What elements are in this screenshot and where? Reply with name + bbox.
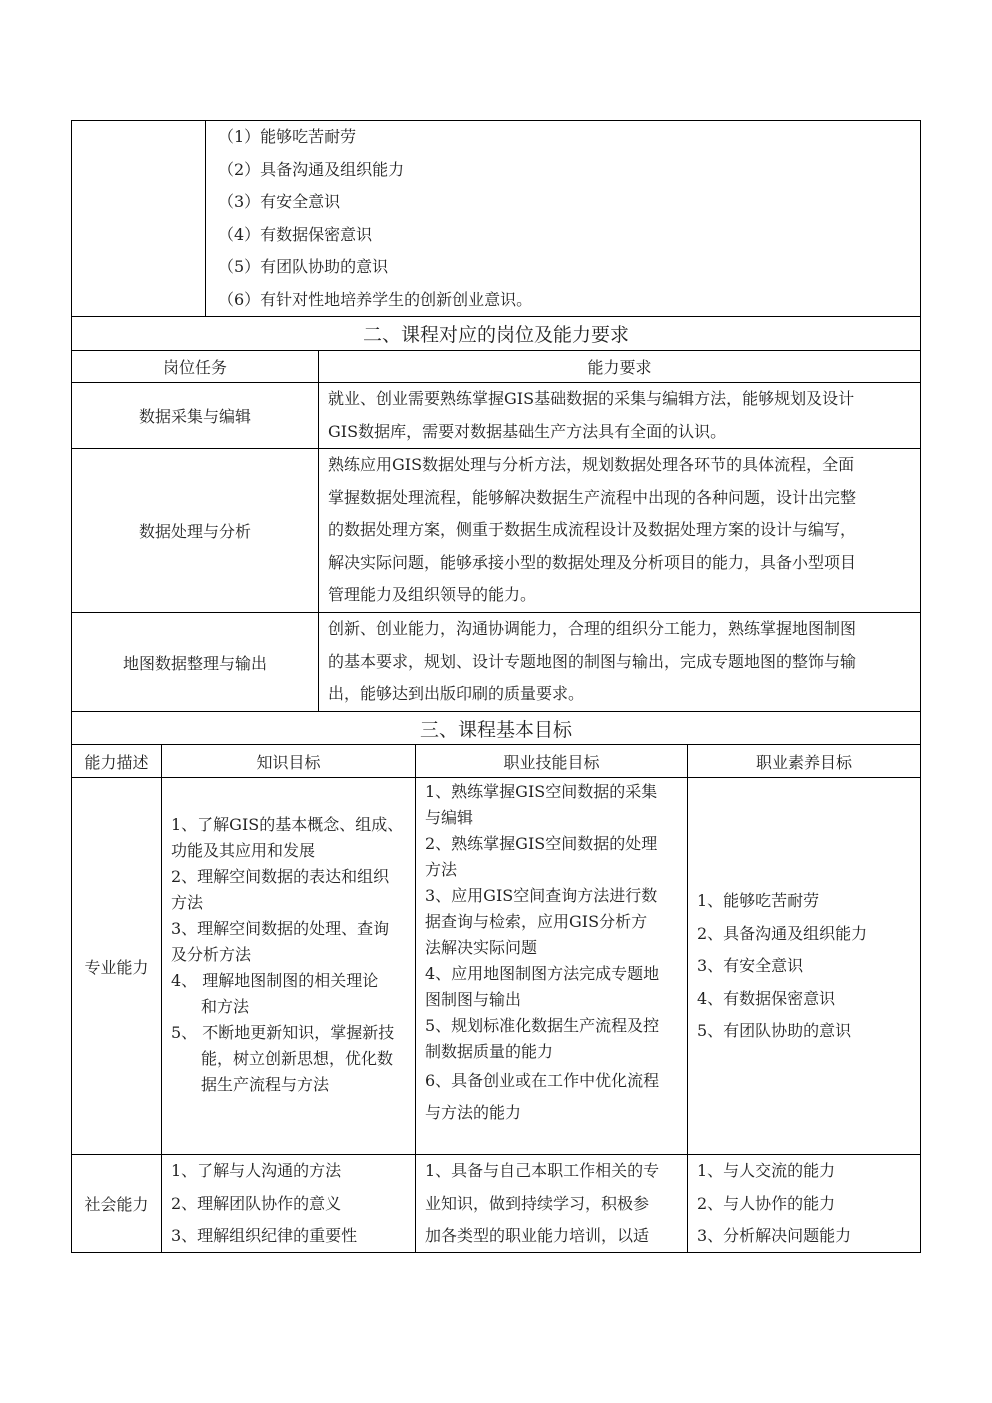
section3-header-knowledge: 知识目标	[161, 744, 416, 778]
knowledge-line: 功能及其应用和发展	[171, 841, 316, 860]
task-cell: 数据采集与编辑	[71, 382, 319, 449]
section3-header-ability: 能力描述	[71, 744, 162, 778]
skill-line: 6、具备创业或在工作中优化流程	[425, 1071, 660, 1090]
requirement-line: 管理能力及组织领导的能力。	[328, 585, 537, 604]
skill-line: 加各类型的职业能力培训，以适	[425, 1226, 650, 1245]
skill-line: 与编辑	[425, 808, 474, 827]
skill-line: 方法	[425, 860, 458, 879]
section2-header-req: 能力要求	[318, 350, 921, 383]
requirement-line: 的数据处理方案，侧重于数据生成流程设计及数据处理方案的设计与编写，	[328, 520, 857, 539]
knowledge-line: 2、理解团队协作的意义	[171, 1193, 342, 1213]
knowledge-line: 3、理解组织纪律的重要性	[171, 1226, 358, 1245]
knowledge-line: 及分析方法	[171, 945, 252, 964]
quality-goal-line: 1、能够吃苦耐劳	[697, 891, 820, 910]
social-skills-cell	[415, 1154, 688, 1253]
skill-line: 与方法的能力	[425, 1103, 522, 1122]
skill-line: 据查询与检索，应用GIS分析方	[425, 912, 648, 931]
professional-skills-cell	[415, 777, 688, 1155]
skill-line: 1、熟练掌握GIS空间数据的采集	[425, 782, 658, 801]
knowledge-line: 3、理解空间数据的处理、查询	[171, 919, 390, 938]
knowledge-line: 和方法	[201, 997, 250, 1016]
professional-quality-cell	[687, 777, 921, 1155]
knowledge-line: 5、 不断地更新知识，掌握新技	[171, 1023, 395, 1042]
requirement-line: 的基本要求，规划、设计专题地图的制图与输出，完成专题地图的整饰与输	[328, 651, 857, 671]
quality-goal-line: 2、具备沟通及组织能力	[697, 923, 868, 943]
section3-header-skills: 职业技能目标	[415, 744, 688, 778]
quality-goal-line: 5、有团队协助的意识	[697, 1021, 852, 1040]
knowledge-line: 方法	[171, 893, 204, 912]
requirement-line: 解决实际问题，能够承接小型的数据处理及分析项目的能力，具备小型项目	[328, 552, 857, 572]
quality-item: （1）能够吃苦耐劳	[218, 127, 357, 146]
section3-title: 三、课程基本目标	[71, 711, 921, 745]
skill-line: 图制图与输出	[425, 990, 522, 1009]
skill-line: 4、应用地图制图方法完成专题地	[425, 964, 660, 983]
quality-goal-line: 3、分析解决问题能力	[697, 1226, 852, 1245]
skill-line: 法解决实际问题	[425, 938, 538, 957]
requirement-cell	[318, 382, 921, 449]
quality-item: （3）有安全意识	[218, 192, 341, 211]
quality-list	[218, 121, 532, 316]
social-quality-cell	[687, 1154, 921, 1253]
skill-line: 2、熟练掌握GIS空间数据的处理	[425, 834, 658, 853]
quality-goal-line: 1、与人交流的能力	[697, 1161, 836, 1180]
requirement-line: 就业、创业需要熟练掌握GIS基础数据的采集与编辑方法，能够规划及设计	[328, 389, 855, 408]
requirement-line: 创新、创业能力，沟通协调能力，合理的组织分工能力，熟练掌握地图制图	[328, 619, 857, 638]
requirement-cell	[318, 612, 921, 712]
task-cell: 数据处理与分析	[71, 448, 319, 613]
quality-goal-line: 3、有安全意识	[697, 956, 804, 975]
knowledge-line: 1、了解与人沟通的方法	[171, 1161, 342, 1180]
skill-line: 3、应用GIS空间查询方法进行数	[425, 886, 658, 905]
knowledge-line: 1、了解GIS的基本概念、组成、	[171, 815, 404, 834]
social-ability-label: 社会能力	[71, 1154, 162, 1253]
professional-ability-label: 专业能力	[71, 777, 162, 1155]
section2-header-task: 岗位任务	[71, 350, 319, 383]
task-cell: 地图数据整理与输出	[71, 612, 319, 712]
knowledge-line: 4、 理解地图制图的相关理论	[171, 971, 379, 990]
requirement-line: GIS数据库，需要对数据基础生产方法具有全面的认识。	[328, 421, 727, 441]
skill-line: 5、规划标准化数据生产流程及控	[425, 1016, 660, 1035]
skill-line: 业知识，做到持续学习，积极参	[425, 1193, 650, 1213]
requirement-cell	[318, 448, 921, 613]
quality-goal-line: 4、有数据保密意识	[697, 988, 836, 1008]
section3-header-quality: 职业素养目标	[687, 744, 921, 778]
section2-title: 二、课程对应的岗位及能力要求	[71, 316, 921, 351]
quality-item: （4）有数据保密意识	[218, 224, 373, 244]
requirement-line: 掌握数据处理流程，能够解决数据生产流程中出现的各种问题，设计出完整	[328, 487, 857, 507]
quality-item: （5）有团队协助的意识	[218, 257, 389, 276]
quality-goal-line: 2、与人协作的能力	[697, 1193, 836, 1213]
knowledge-line: 能，树立创新思想，优化数	[201, 1049, 394, 1068]
requirement-line: 出，能够达到出版印刷的质量要求。	[328, 684, 585, 703]
professional-knowledge-cell	[161, 777, 416, 1155]
skill-line: 1、具备与自己本职工作相关的专	[425, 1161, 660, 1180]
social-knowledge-cell	[161, 1154, 416, 1253]
knowledge-line: 据生产流程与方法	[201, 1075, 330, 1094]
quality-item: （6）有针对性地培养学生的创新创业意识。	[218, 289, 533, 309]
top-left-empty-cell	[71, 120, 206, 317]
knowledge-line: 2、理解空间数据的表达和组织	[171, 867, 390, 886]
skill-line: 制数据质量的能力	[425, 1042, 554, 1061]
requirement-line: 熟练应用GIS数据处理与分析方法，规划数据处理各环节的具体流程，全面	[328, 455, 855, 474]
quality-item: （2）具备沟通及组织能力	[218, 159, 405, 179]
top-quality-cell	[205, 120, 921, 317]
